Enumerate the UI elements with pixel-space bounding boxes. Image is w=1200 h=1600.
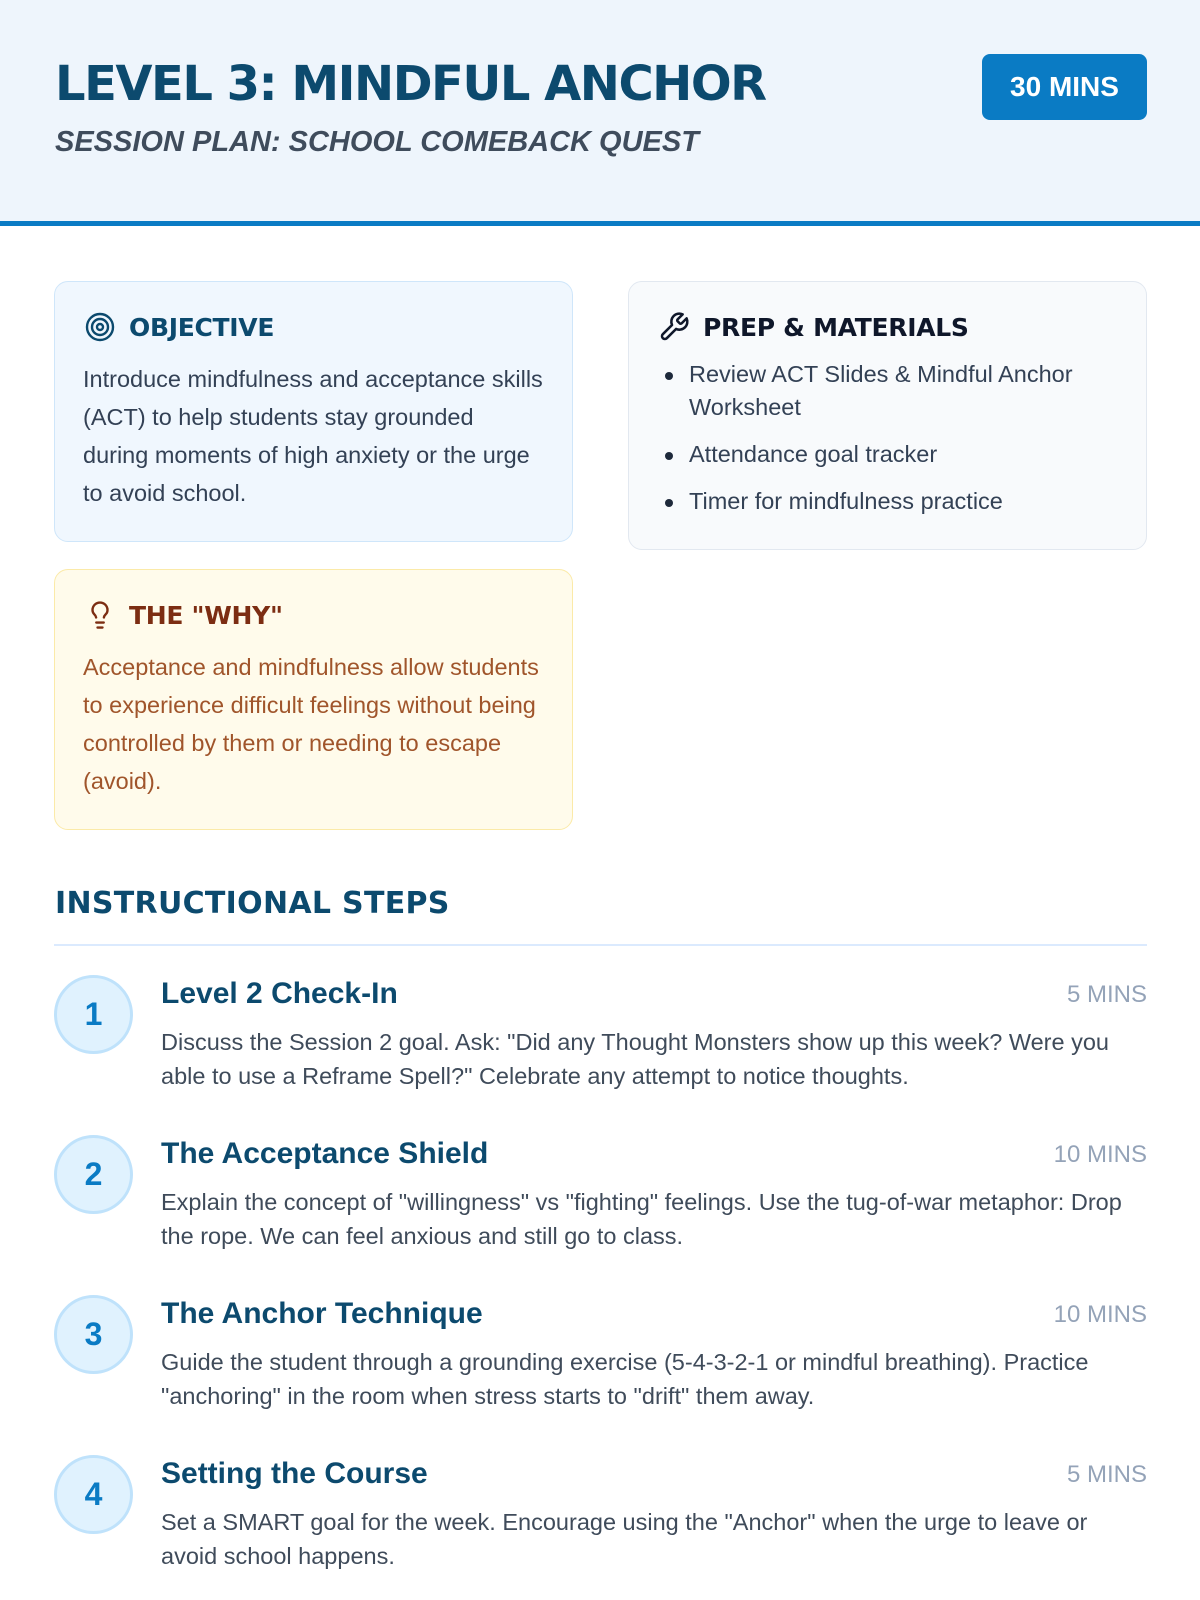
step-item <box>54 1135 1147 1265</box>
page-title: LEVEL 3: MINDFUL ANCHOR <box>55 56 766 112</box>
step-description: Discuss the Session 2 goal. Ask: "Did any Thought Monsters show up this week? Were you able to use a Reframe Spell?" Celebrate any attempt to notice thoughts. <box>161 1029 1109 1089</box>
target-icon <box>83 310 117 344</box>
prep-list-item: Review ACT Slides & Mindful Anchor Worksheet <box>657 358 1118 424</box>
prep-title: PREP & MATERIALS <box>703 312 969 342</box>
step-duration: 5 MINS <box>1066 981 1147 1008</box>
step-item <box>54 1455 1147 1585</box>
step-title: The Anchor Technique <box>161 1297 483 1330</box>
step-description: Explain the concept of "willingness" vs "fighting" feelings. Use the tug-of-war metaphor: Drop the rope. We can feel anxious and still go to class. <box>161 1189 1122 1249</box>
why-title: THE "WHY" <box>129 600 283 630</box>
step-description: Set a SMART goal for the week. Encourage using the "Anchor" when the urge to leave or avoid school happens. <box>161 1509 1088 1569</box>
prep-card <box>628 281 1147 550</box>
why-text: Acceptance and mindfulness allow students to experience difficult feelings without being controlled by them or needing to escape (avoid). <box>83 654 539 794</box>
step-number-badge: 2 <box>54 1135 133 1214</box>
step-title: The Acceptance Shield <box>161 1137 489 1170</box>
duration-badge: 30 MINS <box>982 54 1147 120</box>
prep-list <box>657 358 1118 518</box>
step-number-badge: 4 <box>54 1455 133 1534</box>
objective-title: OBJECTIVE <box>129 312 275 342</box>
page-subtitle: SESSION PLAN: SCHOOL COMEBACK QUEST <box>55 126 699 158</box>
objective-card <box>54 281 573 542</box>
step-title: Level 2 Check-In <box>161 977 398 1010</box>
section-divider <box>54 944 1147 946</box>
step-item <box>54 1295 1147 1425</box>
wrench-icon <box>657 310 691 344</box>
page-header <box>0 0 1200 226</box>
objective-card-header <box>83 310 544 344</box>
step-duration: 10 MINS <box>1053 1301 1147 1328</box>
objective-text: Introduce mindfulness and acceptance skills (ACT) to help students stay grounded during moments of high anxiety or the urge to avoid school. <box>83 366 543 506</box>
step-title: Setting the Course <box>161 1457 428 1490</box>
step-description: Guide the student through a grounding exercise (5-4-3-2-1 or mindful breathing). Practice "anchoring" in the room when stress starts to "drift" them away. <box>161 1349 1089 1409</box>
prep-card-header <box>657 310 1118 344</box>
step-duration: 10 MINS <box>1053 1141 1147 1168</box>
step-duration: 5 MINS <box>1066 1461 1147 1488</box>
why-card-header <box>83 598 544 632</box>
step-number-badge: 3 <box>54 1295 133 1374</box>
step-item <box>54 975 1147 1105</box>
prep-list-item: Timer for mindfulness practice <box>657 485 1118 518</box>
lightbulb-icon <box>83 598 117 632</box>
steps-section-title: INSTRUCTIONAL STEPS <box>55 886 450 921</box>
prep-list-item: Attendance goal tracker <box>657 438 1118 471</box>
step-number-badge: 1 <box>54 975 133 1054</box>
why-card <box>54 569 573 830</box>
